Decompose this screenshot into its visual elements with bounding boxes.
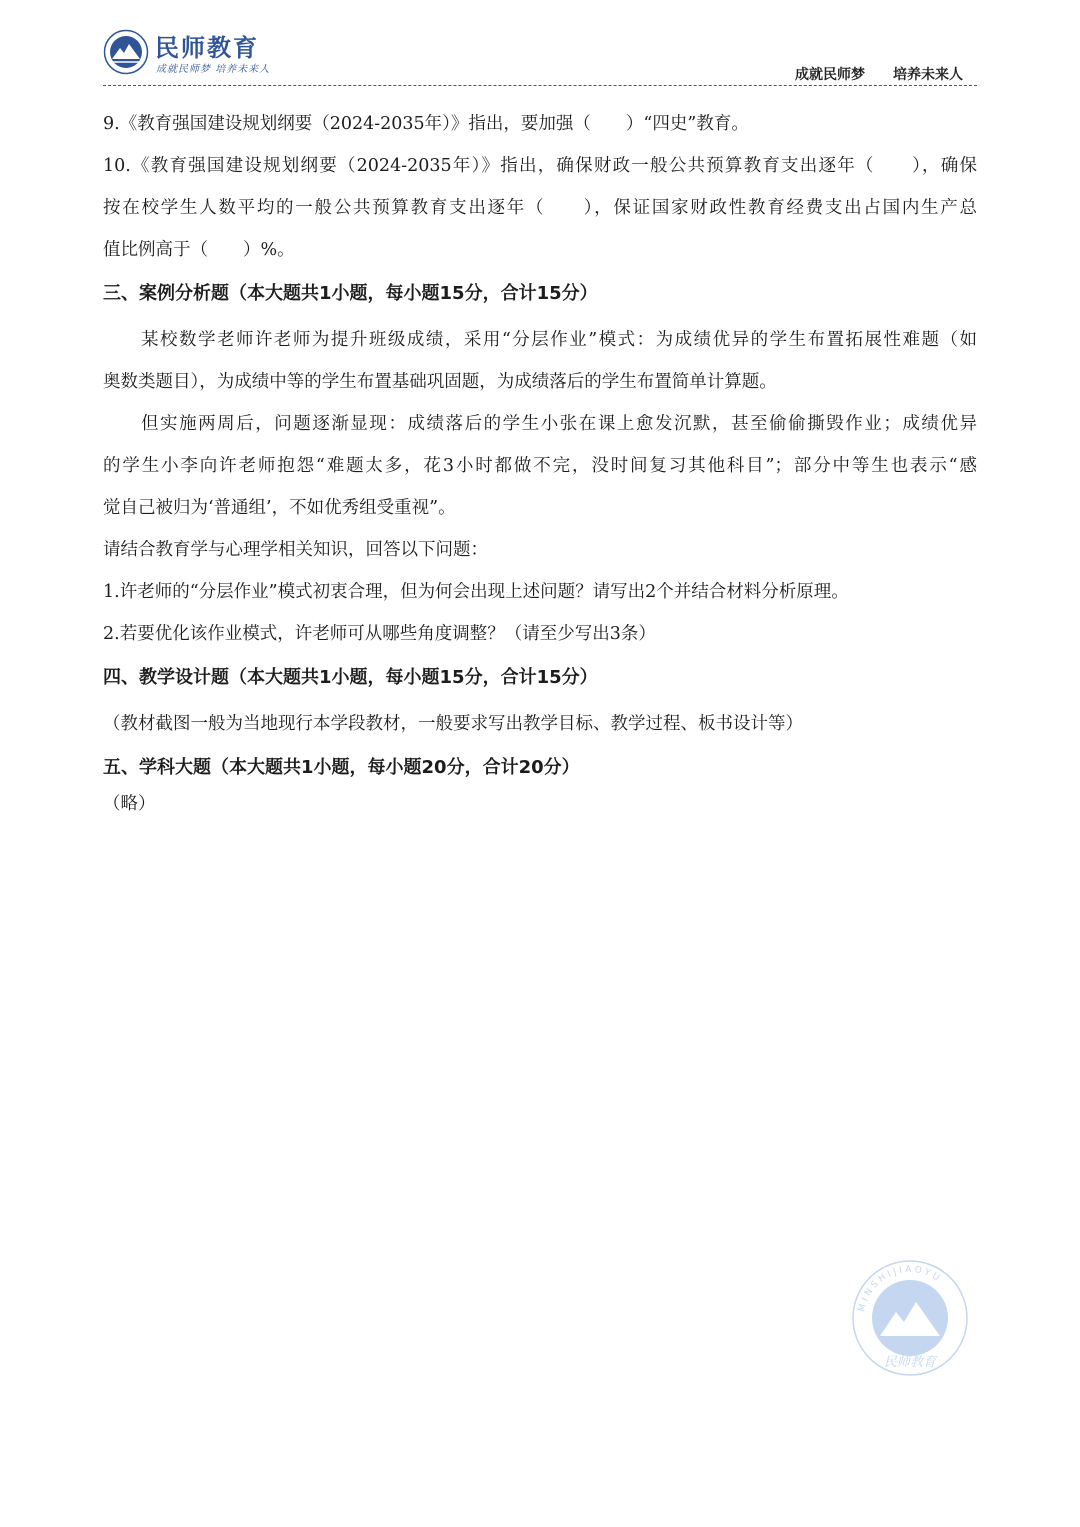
case-question-2: 2.若要优化该作业模式，许老师可从哪些角度调整？（请至少写出3条） bbox=[103, 624, 656, 644]
question-10-line-3: 值比例高于（ ）%。 bbox=[103, 240, 295, 260]
case-paragraph-2-line-2: 的学生小李向许老师抱怨“难题太多，花3小时都做不完，没时间复习其他科目”；部分中等生也表示“感 bbox=[103, 456, 977, 476]
section-4-title: 四、教学设计题（本大题共1小题，每小题15分，合计15分） bbox=[103, 667, 598, 688]
header-motto-1: 成就民师梦 bbox=[795, 67, 865, 83]
question-9: 9.《教育强国建设规划纲要（2024-2035年）》指出，要加强（ ）“四史”教育。 bbox=[103, 114, 749, 134]
case-paragraph-2-line-1: 但实施两周后，问题逐渐显现：成绩落后的学生小张在课上愈发沉默，甚至偷偷撕毁作业；成绩优异 bbox=[141, 414, 977, 434]
case-prompt: 请结合教育学与心理学相关知识，回答以下问题： bbox=[103, 540, 488, 560]
watermark-brand: 民师教育 bbox=[883, 1355, 937, 1370]
case-paragraph-1-line-1: 某校数学老师许老师为提升班级成绩，采用“分层作业”模式：为成绩优异的学生布置拓展性难题（如 bbox=[141, 330, 977, 350]
watermark-ring-text: MINSHIJIAOYU bbox=[857, 1264, 944, 1313]
case-question-1: 1.许老师的“分层作业”模式初衷合理，但为何会出现上述问题？请写出2个并结合材料分析原理。 bbox=[103, 582, 849, 602]
case-paragraph-1-line-2: 奥数类题目），为成绩中等的学生布置基础巩固题，为成绩落后的学生布置简单计算题。 bbox=[103, 372, 777, 392]
page-header bbox=[103, 26, 977, 86]
brand-name: 民师教育 bbox=[155, 34, 259, 62]
document-body bbox=[103, 103, 977, 825]
case-paragraph-2-line-3: 觉自己被归为‘普通组’，不如优秀组受重视”。 bbox=[103, 498, 456, 518]
header-motto bbox=[795, 64, 963, 84]
question-10-line-2: 按在校学生人数平均的一般公共预算教育支出逐年（ ），保证国家财政性教育经费支出占国内生产总 bbox=[103, 198, 977, 218]
header-divider bbox=[103, 85, 977, 86]
brand-slogan: 成就民师梦 培养未来人 bbox=[156, 64, 271, 75]
section-3-title: 三、案例分析题（本大题共1小题，每小题15分，合计15分） bbox=[103, 283, 598, 304]
brand-logo-icon bbox=[103, 29, 149, 75]
section-5-title: 五、学科大题（本大题共1小题，每小题20分，合计20分） bbox=[103, 757, 580, 778]
watermark-seal-icon bbox=[850, 1258, 970, 1378]
question-10-line-1: 10.《教育强国建设规划纲要（2024-2035年）》指出，确保财政一般公共预算教育支出逐年（ ），确保 bbox=[103, 156, 977, 176]
section-5-note: （略） bbox=[103, 794, 156, 814]
header-motto-2: 培养未来人 bbox=[893, 67, 963, 83]
section-4-note: （教材截图一般为当地现行本学段教材，一般要求写出教学目标、教学过程、板书设计等） bbox=[103, 714, 803, 734]
